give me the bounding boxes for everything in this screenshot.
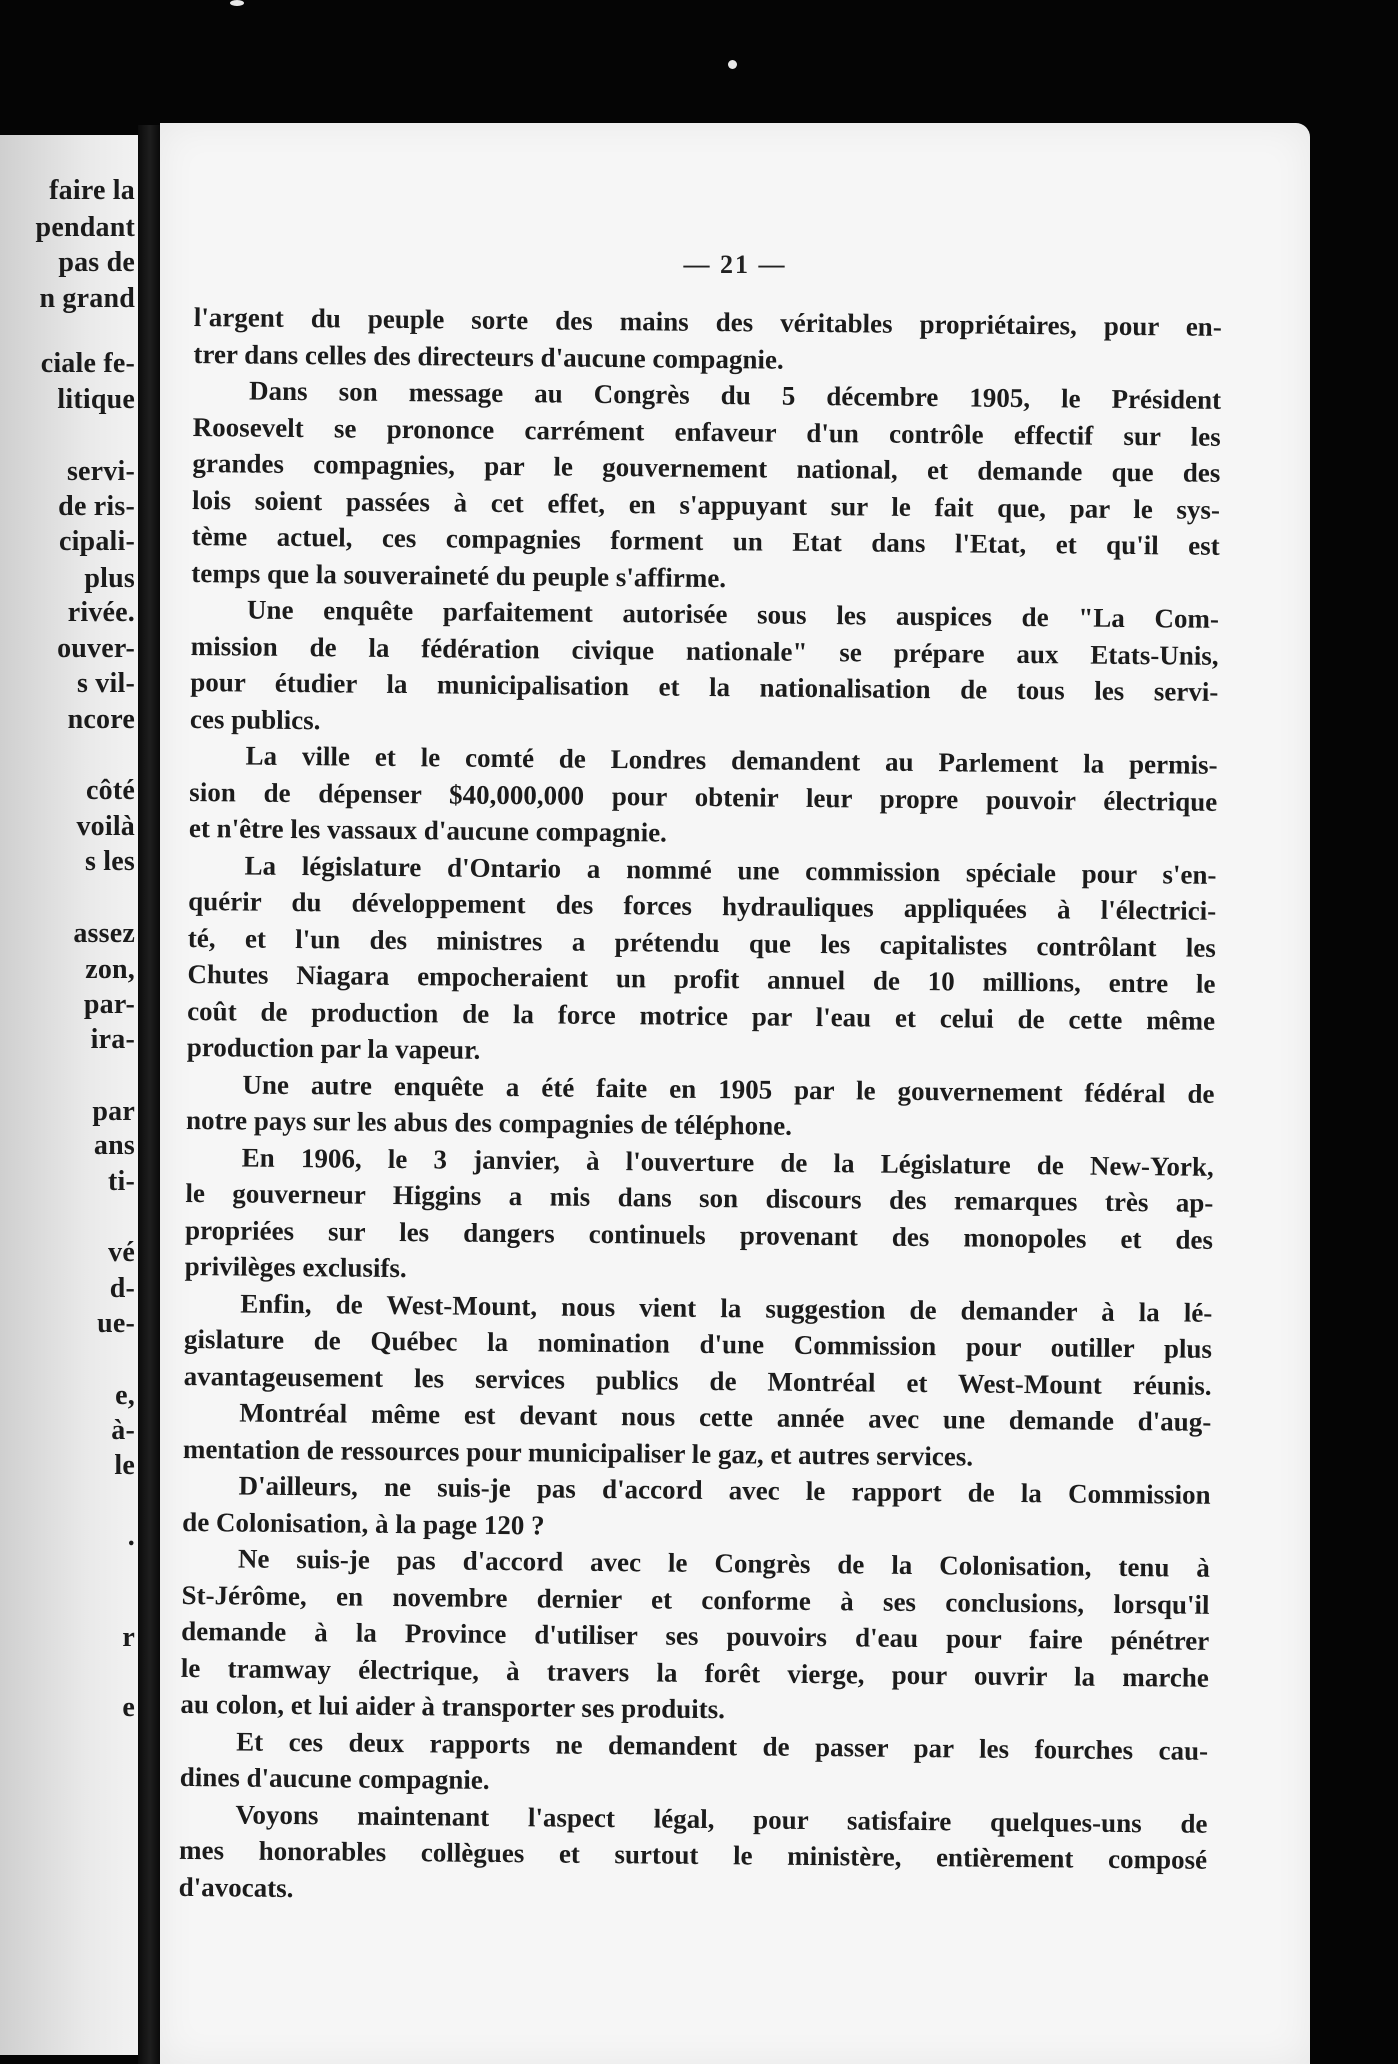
text-line: Dans son message au Congrès du 5 décembre 1905, le Président	[248, 375, 1222, 415]
text-line: Enfin, de West-Mount, nous vient la suggestion de demander à la lé-	[240, 1287, 1213, 1328]
text-line: mission de la fédération civique nationale" se prépare aux Etats-Unis,	[190, 630, 1219, 671]
text-line: dines d'aucune compagnie.	[179, 1761, 490, 1795]
page-body-text	[179, 299, 1222, 1915]
text-line: pour étudier la municipalisation et la nationalisation de tous les servi-	[190, 666, 1219, 707]
text-line: au colon, et lui aider à transporter ses produits.	[180, 1688, 726, 1725]
text-line: sion de dépenser $40,000,000 pour obtenir leur propre pouvoir électrique	[189, 776, 1218, 817]
text-line: grandes compagnies, par le gouvernement national, et demande que des	[192, 447, 1221, 488]
dust-speck	[728, 60, 737, 69]
facing-page-text-fragment: le	[114, 1450, 135, 1481]
text-line: Et ces deux rapports ne demandent de passer par les fourches cau-	[236, 1725, 1209, 1766]
text-line: Une enquête parfaitement autorisée sous les auspices de "La Com-	[246, 594, 1220, 634]
text-line: coût de production de la force motrice par l'eau et celui de cette même	[187, 995, 1216, 1036]
text-line: notre pays sur les abus des compagnies de téléphone.	[185, 1104, 793, 1141]
book-binding-gutter	[138, 125, 162, 2064]
dust-speck	[230, 0, 244, 6]
text-line: et n'être les vassaux d'aucune compagnie.	[188, 812, 668, 848]
text-line: St-Jérôme, en novembre dernier et conforme à ses conclusions, lorsqu'il	[181, 1579, 1210, 1620]
text-line: quérir du développement des forces hydrauliques appliquées à l'électrici-	[188, 885, 1217, 926]
facing-page-text-fragment: e	[122, 1692, 135, 1723]
text-line: lois soient passées à cet effet, en s'appuyant sur le fait que, par le sys-	[191, 484, 1221, 525]
facing-page-text-fragment: e,	[115, 1380, 135, 1411]
text-line: gislature de Québec la nomination d'une Commission pour outiller plus	[183, 1323, 1213, 1364]
text-line: mentation de ressources pour municipaliser le gaz, et autres services.	[182, 1433, 974, 1472]
facing-page-text-fragment: s les	[85, 846, 135, 877]
text-line: production par la vapeur.	[186, 1031, 481, 1065]
text-line: propriées sur les dangers continuels provenant des monopoles et des	[184, 1214, 1214, 1255]
facing-page-text-fragment: ouver-	[57, 633, 135, 664]
facing-page-text-fragment: ans	[93, 1130, 135, 1161]
facing-page-text-fragment: à-	[111, 1415, 135, 1446]
text-line: avantageusement les services publics de Montréal et West-Mount réunis.	[183, 1360, 1212, 1401]
text-line: demande à la Province d'utiliser ses pouvoirs d'eau pour faire pénétrer	[181, 1615, 1210, 1656]
text-line: de Colonisation, à la page 120 ?	[182, 1506, 545, 1540]
facing-page-text-fragment: s vil-	[77, 668, 135, 699]
text-line: le gouverneur Higgins a mis dans son discours des remarques très ap-	[185, 1177, 1214, 1218]
text-line: ces publics.	[189, 703, 321, 735]
facing-page-text-fragment: d-	[109, 1273, 135, 1304]
facing-page-text-fragment: ncore	[67, 704, 135, 735]
text-line: La législature d'Ontario a nommé une commission spéciale pour s'en-	[244, 850, 1217, 890]
facing-page-text-fragment: voilà	[76, 811, 135, 842]
facing-page-text-fragment: r	[122, 1622, 135, 1653]
page-number: — 21 —	[683, 250, 787, 279]
text-line: Ne suis-je pas d'accord avec le Congrès de la Colonisation, tenu à	[237, 1543, 1211, 1583]
text-line: mes honorables collègues et surtout le ministère, entièrement composé	[178, 1834, 1208, 1875]
text-line: D'ailleurs, ne suis-je pas d'accord avec le rapport de la Commission	[238, 1470, 1211, 1510]
text-line: privilèges exclusifs.	[184, 1250, 407, 1284]
facing-page-text-fragment: de ris-	[58, 491, 135, 522]
facing-page-text-fragment: assez	[73, 918, 135, 949]
facing-page-text-fragment: servi-	[66, 456, 135, 487]
facing-page-text-fragment: ira-	[90, 1024, 135, 1055]
facing-page-text-fragment: vé	[108, 1237, 135, 1268]
text-line: té, et l'un des ministres a prétendu que les capitalistes contrôlant les	[187, 922, 1216, 963]
text-line: d'avocats.	[178, 1871, 294, 1903]
text-line: Voyons maintenant l'aspect légal, pour satisfaire quelques-uns de	[235, 1798, 1208, 1839]
text-line: Chutes Niagara empocheraient un profit annuel de 10 millions, entre le	[187, 958, 1216, 999]
text-line: l'argent du peuple sorte des mains des véritables propriétaires, pour en-	[193, 301, 1222, 342]
text-line: tème actuel, ces compagnies forment un Etat dans l'Etat, et qu'il est	[191, 520, 1220, 561]
text-line: temps que la souveraineté du peuple s'affirme.	[191, 557, 727, 593]
document-page	[160, 123, 1310, 2064]
facing-page-text-fragment: zon,	[85, 954, 135, 985]
facing-page-text-fragment: pas de	[58, 247, 135, 278]
facing-page-text-fragment: côté	[86, 775, 135, 806]
facing-page-text-fragment: par	[92, 1096, 135, 1127]
facing-page-text-fragment: n grand	[39, 283, 135, 314]
facing-page-text-fragment: cipali-	[58, 526, 135, 557]
facing-page-text-fragment: pendant	[35, 212, 135, 243]
facing-page-text-fragment: par-	[83, 989, 135, 1020]
text-line: La ville et le comté de Londres demandent au Parlement la permis-	[245, 740, 1218, 780]
facing-page-text-fragment: ciale fe-	[40, 348, 135, 379]
text-line: Roosevelt se prononce carrément enfaveur d'un contrôle effectif sur les	[192, 411, 1221, 452]
facing-page-text-fragment: plus	[84, 563, 135, 594]
text-line: Montréal même est devant nous cette année avec une demande d'aug-	[239, 1397, 1212, 1437]
text-line: le tramway électrique, à travers la forêt vierge, pour ouvrir la marche	[180, 1652, 1209, 1693]
facing-page-left	[0, 135, 143, 2055]
facing-page-text-fragment: .	[127, 1521, 135, 1552]
text-line: En 1906, le 3 janvier, à l'ouverture de la Législature de New-York,	[241, 1141, 1214, 1182]
facing-page-text-fragment: litique	[57, 384, 135, 415]
facing-page-text-fragment: faire la	[49, 175, 135, 206]
facing-page-text-fragment: rivée.	[67, 597, 135, 628]
text-line: trer dans celles des directeurs d'aucune compagnie.	[193, 338, 784, 375]
facing-page-text-fragment: ti-	[107, 1166, 135, 1197]
text-line: Une autre enquête a été faite en 1905 par le gouvernement fédéral de	[242, 1069, 1215, 1109]
facing-page-text-fragment: ue-	[97, 1308, 135, 1339]
